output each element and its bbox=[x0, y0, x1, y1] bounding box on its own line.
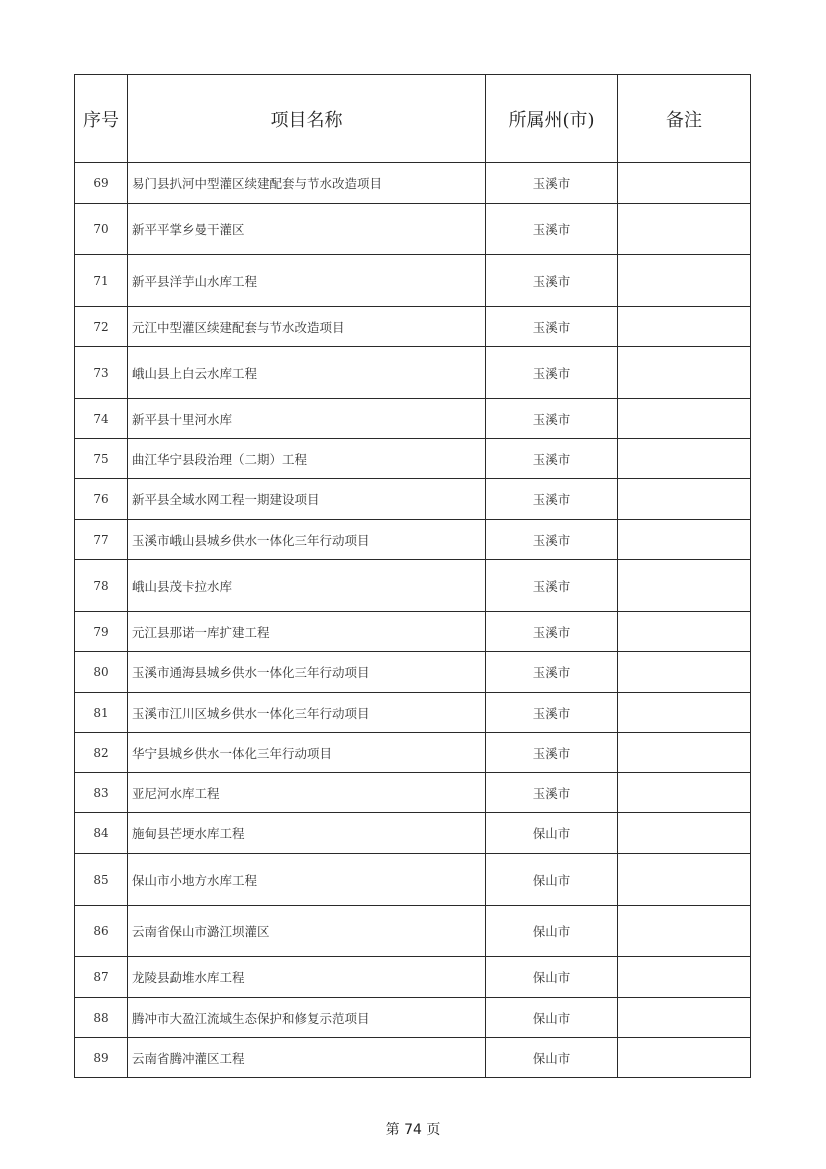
header-prefecture-city: 所属州(市) bbox=[486, 75, 618, 163]
prefecture-city-cell: 玉溪市 bbox=[486, 773, 618, 813]
project-name-cell: 易门县扒河中型灌区续建配套与节水改造项目 bbox=[128, 163, 486, 204]
serial-number-cell: 71 bbox=[75, 255, 128, 307]
project-name-cell: 新平县洋芋山水库工程 bbox=[128, 255, 486, 307]
prefecture-city-cell: 玉溪市 bbox=[486, 204, 618, 255]
serial-number-cell: 75 bbox=[75, 439, 128, 479]
header-remarks: 备注 bbox=[618, 75, 751, 163]
project-name-cell: 峨山县上白云水库工程 bbox=[128, 347, 486, 399]
project-name-cell: 云南省腾冲灌区工程 bbox=[128, 1038, 486, 1078]
remarks-cell bbox=[618, 399, 751, 439]
project-name-cell: 腾冲市大盈江流域生态保护和修复示范项目 bbox=[128, 998, 486, 1038]
remarks-cell bbox=[618, 560, 751, 612]
serial-number-cell: 76 bbox=[75, 479, 128, 520]
prefecture-city-cell: 玉溪市 bbox=[486, 612, 618, 652]
project-name-cell: 亚尼河水库工程 bbox=[128, 773, 486, 813]
header-serial-number: 序号 bbox=[75, 75, 128, 163]
remarks-cell bbox=[618, 520, 751, 560]
prefecture-city-cell: 玉溪市 bbox=[486, 347, 618, 399]
serial-number-cell: 83 bbox=[75, 773, 128, 813]
serial-number-cell: 82 bbox=[75, 733, 128, 773]
remarks-cell bbox=[618, 854, 751, 906]
table-row bbox=[75, 560, 751, 612]
remarks-cell bbox=[618, 957, 751, 998]
prefecture-city-cell: 玉溪市 bbox=[486, 307, 618, 347]
table-row bbox=[75, 399, 751, 439]
prefecture-city-cell: 保山市 bbox=[486, 998, 618, 1038]
remarks-cell bbox=[618, 347, 751, 399]
remarks-cell bbox=[618, 906, 751, 957]
remarks-cell bbox=[618, 813, 751, 854]
table-row bbox=[75, 957, 751, 998]
project-name-cell: 新平县十里河水库 bbox=[128, 399, 486, 439]
project-table bbox=[74, 74, 751, 1078]
serial-number-cell: 88 bbox=[75, 998, 128, 1038]
table-row bbox=[75, 733, 751, 773]
table-row bbox=[75, 307, 751, 347]
serial-number-cell: 70 bbox=[75, 204, 128, 255]
table-row bbox=[75, 1038, 751, 1078]
serial-number-cell: 73 bbox=[75, 347, 128, 399]
remarks-cell bbox=[618, 255, 751, 307]
serial-number-cell: 78 bbox=[75, 560, 128, 612]
prefecture-city-cell: 玉溪市 bbox=[486, 520, 618, 560]
prefecture-city-cell: 玉溪市 bbox=[486, 399, 618, 439]
serial-number-cell: 86 bbox=[75, 906, 128, 957]
serial-number-cell: 85 bbox=[75, 854, 128, 906]
prefecture-city-cell: 玉溪市 bbox=[486, 479, 618, 520]
table-header-row bbox=[75, 75, 751, 163]
remarks-cell bbox=[618, 652, 751, 693]
project-name-cell: 玉溪市峨山县城乡供水一体化三年行动项目 bbox=[128, 520, 486, 560]
project-name-cell: 龙陵县勐堆水库工程 bbox=[128, 957, 486, 998]
table-row bbox=[75, 652, 751, 693]
table-row bbox=[75, 773, 751, 813]
prefecture-city-cell: 保山市 bbox=[486, 957, 618, 998]
prefecture-city-cell: 玉溪市 bbox=[486, 652, 618, 693]
prefecture-city-cell: 保山市 bbox=[486, 813, 618, 854]
serial-number-cell: 77 bbox=[75, 520, 128, 560]
serial-number-cell: 87 bbox=[75, 957, 128, 998]
serial-number-cell: 72 bbox=[75, 307, 128, 347]
serial-number-cell: 74 bbox=[75, 399, 128, 439]
table-row bbox=[75, 439, 751, 479]
project-name-cell: 玉溪市江川区城乡供水一体化三年行动项目 bbox=[128, 693, 486, 733]
table-row bbox=[75, 612, 751, 652]
prefecture-city-cell: 玉溪市 bbox=[486, 560, 618, 612]
project-name-cell: 峨山县茂卡拉水库 bbox=[128, 560, 486, 612]
project-name-cell: 元江县那诺一库扩建工程 bbox=[128, 612, 486, 652]
prefecture-city-cell: 玉溪市 bbox=[486, 163, 618, 204]
prefecture-city-cell: 保山市 bbox=[486, 906, 618, 957]
remarks-cell bbox=[618, 612, 751, 652]
remarks-cell bbox=[618, 163, 751, 204]
table-row bbox=[75, 693, 751, 733]
table-row bbox=[75, 347, 751, 399]
table-row bbox=[75, 204, 751, 255]
project-name-cell: 施甸县芒埂水库工程 bbox=[128, 813, 486, 854]
table-row bbox=[75, 998, 751, 1038]
table-row bbox=[75, 255, 751, 307]
remarks-cell bbox=[618, 998, 751, 1038]
table-row bbox=[75, 520, 751, 560]
serial-number-cell: 69 bbox=[75, 163, 128, 204]
serial-number-cell: 81 bbox=[75, 693, 128, 733]
remarks-cell bbox=[618, 693, 751, 733]
prefecture-city-cell: 玉溪市 bbox=[486, 439, 618, 479]
prefecture-city-cell: 保山市 bbox=[486, 854, 618, 906]
remarks-cell bbox=[618, 204, 751, 255]
prefecture-city-cell: 玉溪市 bbox=[486, 693, 618, 733]
remarks-cell bbox=[618, 479, 751, 520]
project-name-cell: 玉溪市通海县城乡供水一体化三年行动项目 bbox=[128, 652, 486, 693]
serial-number-cell: 89 bbox=[75, 1038, 128, 1078]
project-name-cell: 曲江华宁县段治理（二期）工程 bbox=[128, 439, 486, 479]
prefecture-city-cell: 玉溪市 bbox=[486, 733, 618, 773]
remarks-cell bbox=[618, 733, 751, 773]
page-number: 第 74 页 bbox=[385, 1122, 441, 1138]
serial-number-cell: 80 bbox=[75, 652, 128, 693]
prefecture-city-cell: 保山市 bbox=[486, 1038, 618, 1078]
project-name-cell: 华宁县城乡供水一体化三年行动项目 bbox=[128, 733, 486, 773]
remarks-cell bbox=[618, 439, 751, 479]
project-name-cell: 保山市小地方水库工程 bbox=[128, 854, 486, 906]
remarks-cell bbox=[618, 307, 751, 347]
remarks-cell bbox=[618, 1038, 751, 1078]
serial-number-cell: 84 bbox=[75, 813, 128, 854]
table-body bbox=[75, 163, 751, 1078]
project-name-cell: 新平县全域水网工程一期建设项目 bbox=[128, 479, 486, 520]
remarks-cell bbox=[618, 773, 751, 813]
table-row bbox=[75, 854, 751, 906]
header-project-name: 项目名称 bbox=[128, 75, 486, 163]
table-row bbox=[75, 479, 751, 520]
table-row bbox=[75, 906, 751, 957]
serial-number-cell: 79 bbox=[75, 612, 128, 652]
project-name-cell: 云南省保山市潞江坝灌区 bbox=[128, 906, 486, 957]
prefecture-city-cell: 玉溪市 bbox=[486, 255, 618, 307]
table-row bbox=[75, 163, 751, 204]
project-name-cell: 新平平掌乡曼干灌区 bbox=[128, 204, 486, 255]
table-row bbox=[75, 813, 751, 854]
project-name-cell: 元江中型灌区续建配套与节水改造项目 bbox=[128, 307, 486, 347]
